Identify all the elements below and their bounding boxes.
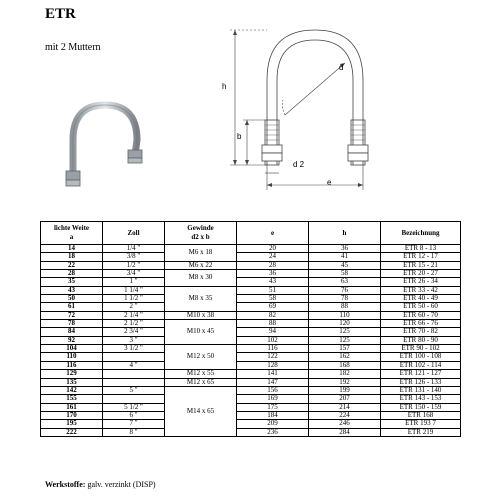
cell-lichte-weite: 170 — [41, 411, 103, 419]
u-bolt-photo — [55, 95, 155, 200]
cell-bezeichnung: ETR 50 - 60 — [381, 303, 461, 311]
cell-gewinde: M8 x 30 — [165, 270, 237, 287]
cell-zoll: 1 " — [103, 278, 165, 286]
header-lichte-weite — [41, 222, 103, 245]
cell-lichte-weite: 195 — [41, 420, 103, 428]
table-row — [41, 370, 461, 378]
cell-bezeichnung: ETR 168 — [381, 411, 461, 419]
cell-lichte-weite: 22 — [41, 261, 103, 269]
table-row — [41, 420, 461, 428]
cell-bezeichnung: ETR 131 - 140 — [381, 386, 461, 394]
table-row — [41, 361, 461, 369]
table-row — [41, 411, 461, 419]
cell-e: 147 — [237, 378, 309, 386]
table-row — [41, 261, 461, 269]
cell-e: 116 — [237, 345, 309, 353]
cell-bezeichnung: ETR 102 - 114 — [381, 361, 461, 369]
cell-lichte-weite: 28 — [41, 270, 103, 278]
cell-h: 182 — [309, 370, 381, 378]
table-row — [41, 270, 461, 278]
cell-h: 110 — [309, 311, 381, 319]
footer-value: galv. verzinkt (DISP) — [87, 480, 156, 489]
cell-gewinde: M8 x 35 — [165, 286, 237, 311]
technical-drawing — [215, 15, 415, 200]
cell-zoll: 3 1/2 " — [103, 345, 165, 353]
cell-e: 122 — [237, 353, 309, 361]
table-row — [41, 253, 461, 261]
product-subtitle: mit 2 Muttern — [45, 42, 101, 53]
cell-e: 128 — [237, 361, 309, 369]
cell-gewinde: M12 x 55 — [165, 370, 237, 378]
cell-h: 63 — [309, 278, 381, 286]
cell-h: 168 — [309, 361, 381, 369]
cell-lichte-weite: 116 — [41, 361, 103, 369]
table-header-row — [41, 222, 461, 245]
cell-lichte-weite: 78 — [41, 320, 103, 328]
cell-lichte-weite: 14 — [41, 245, 103, 253]
cell-zoll: 1 1/2 " — [103, 295, 165, 303]
cell-e: 24 — [237, 253, 309, 261]
spec-table-body — [41, 245, 461, 437]
product-title: ETR — [45, 6, 76, 22]
cell-lichte-weite: 155 — [41, 395, 103, 403]
cell-bezeichnung: ETR 60 - 70 — [381, 311, 461, 319]
cell-lichte-weite: 110 — [41, 353, 103, 361]
cell-zoll: 7 " — [103, 420, 165, 428]
table-row — [41, 386, 461, 394]
cell-zoll — [103, 395, 165, 403]
cell-lichte-weite: 35 — [41, 278, 103, 286]
dimension-e-label: e — [327, 178, 332, 187]
cell-bezeichnung: ETR 150 - 159 — [381, 403, 461, 411]
cell-e: 69 — [237, 303, 309, 311]
table-row — [41, 278, 461, 286]
table-row — [41, 311, 461, 319]
cell-zoll: 2 3/4 " — [103, 328, 165, 336]
cell-bezeichnung: ETR 33 - 42 — [381, 286, 461, 294]
cell-lichte-weite: 161 — [41, 403, 103, 411]
cell-zoll: 1/2 " — [103, 261, 165, 269]
header-bezeichnung: Bezeichnung — [381, 222, 461, 245]
cell-e: 88 — [237, 320, 309, 328]
table-row — [41, 353, 461, 361]
cell-bezeichnung: ETR 121 - 127 — [381, 370, 461, 378]
cell-zoll: 1/4 " — [103, 245, 165, 253]
cell-lichte-weite: 43 — [41, 286, 103, 294]
cell-zoll: 1 1/4 " — [103, 286, 165, 294]
cell-bezeichnung: ETR 66 - 76 — [381, 320, 461, 328]
cell-e: 184 — [237, 411, 309, 419]
header-zoll: Zoll — [103, 222, 165, 245]
cell-h: 41 — [309, 253, 381, 261]
table-row — [41, 295, 461, 303]
cell-gewinde: M10 x 38 — [165, 311, 237, 319]
table-row — [41, 320, 461, 328]
cell-e: 156 — [237, 386, 309, 394]
cell-zoll: 6 " — [103, 411, 165, 419]
table-row — [41, 336, 461, 344]
table-row — [41, 303, 461, 311]
header-a-line2: a — [69, 233, 74, 241]
table-row — [41, 345, 461, 353]
cell-lichte-weite: 142 — [41, 386, 103, 394]
cell-h: 157 — [309, 345, 381, 353]
cell-h: 284 — [309, 428, 381, 436]
cell-zoll: 3/4 " — [103, 270, 165, 278]
dimension-h-label: h — [222, 82, 227, 91]
cell-lichte-weite: 222 — [41, 428, 103, 436]
cell-e: 175 — [237, 403, 309, 411]
cell-h: 120 — [309, 320, 381, 328]
header-e: e — [237, 222, 309, 245]
table-row — [41, 403, 461, 411]
cell-lichte-weite: 104 — [41, 345, 103, 353]
dimension-d2-label: d 2 — [293, 160, 305, 169]
cell-zoll: 4 " — [103, 361, 165, 369]
cell-bezeichnung: ETR 219 — [381, 428, 461, 436]
table-row — [41, 286, 461, 294]
cell-e: 169 — [237, 395, 309, 403]
cell-h: 76 — [309, 286, 381, 294]
header-h: h — [309, 222, 381, 245]
cell-bezeichnung: ETR 126 - 133 — [381, 378, 461, 386]
cell-lichte-weite: 18 — [41, 253, 103, 261]
cell-bezeichnung: ETR 100 - 108 — [381, 353, 461, 361]
dimension-d-label: d — [339, 63, 344, 72]
cell-e: 82 — [237, 311, 309, 319]
cell-bezeichnung: ETR 12 - 17 — [381, 253, 461, 261]
cell-zoll: 5 1/2 " — [103, 403, 165, 411]
cell-bezeichnung: ETR 90 - 102 — [381, 345, 461, 353]
cell-lichte-weite: 135 — [41, 378, 103, 386]
cell-lichte-weite: 129 — [41, 370, 103, 378]
cell-zoll: 5 " — [103, 386, 165, 394]
cell-e: 236 — [237, 428, 309, 436]
table-row — [41, 328, 461, 336]
dimension-b-label: b — [237, 132, 242, 141]
table-row — [41, 428, 461, 436]
cell-h: 45 — [309, 261, 381, 269]
header-gewinde — [165, 222, 237, 245]
cell-h: 125 — [309, 328, 381, 336]
cell-zoll — [103, 370, 165, 378]
cell-lichte-weite: 84 — [41, 328, 103, 336]
cell-h: 78 — [309, 295, 381, 303]
cell-e: 43 — [237, 278, 309, 286]
cell-zoll: 3/8 " — [103, 253, 165, 261]
cell-e: 36 — [237, 270, 309, 278]
table-row — [41, 245, 461, 253]
cell-h: 36 — [309, 245, 381, 253]
footer-label: Werkstoffe: — [45, 480, 86, 489]
cell-bezeichnung: ETR 20 - 27 — [381, 270, 461, 278]
cell-h: 214 — [309, 403, 381, 411]
cell-gewinde: M6 x 18 — [165, 245, 237, 262]
cell-e: 209 — [237, 420, 309, 428]
cell-bezeichnung: ETR 15 - 21 — [381, 261, 461, 269]
cell-lichte-weite: 50 — [41, 295, 103, 303]
cell-gewinde: M10 x 45 — [165, 320, 237, 345]
cell-bezeichnung: ETR 8 - 13 — [381, 245, 461, 253]
cell-bezeichnung: ETR 26 - 34 — [381, 278, 461, 286]
cell-zoll: 2 1/4 " — [103, 311, 165, 319]
cell-h: 192 — [309, 378, 381, 386]
cell-bezeichnung: ETR 193 7 — [381, 420, 461, 428]
table-row — [41, 378, 461, 386]
cell-h: 162 — [309, 353, 381, 361]
cell-h: 88 — [309, 303, 381, 311]
cell-lichte-weite: 92 — [41, 336, 103, 344]
cell-e: 28 — [237, 261, 309, 269]
cell-e: 102 — [237, 336, 309, 344]
cell-e: 58 — [237, 295, 309, 303]
cell-zoll: 3 " — [103, 336, 165, 344]
table-row — [41, 395, 461, 403]
header-gewinde-line2: d2 x b — [191, 233, 210, 241]
cell-bezeichnung: ETR 80 - 90 — [381, 336, 461, 344]
cell-h: 199 — [309, 386, 381, 394]
cell-gewinde: M12 x 50 — [165, 345, 237, 370]
footer-materials — [45, 480, 156, 489]
cell-h: 207 — [309, 395, 381, 403]
header-a-line1: lichte Weite — [53, 224, 90, 232]
cell-gewinde: M14 x 65 — [165, 386, 237, 436]
cell-lichte-weite: 61 — [41, 303, 103, 311]
header-gewinde-line1: Gewinde — [187, 224, 214, 232]
cell-h: 224 — [309, 411, 381, 419]
cell-zoll: 2 1/2 " — [103, 320, 165, 328]
spec-table — [40, 221, 461, 437]
cell-zoll: 2 " — [103, 303, 165, 311]
cell-zoll — [103, 378, 165, 386]
cell-e: 51 — [237, 286, 309, 294]
cell-zoll — [103, 353, 165, 361]
cell-e: 94 — [237, 328, 309, 336]
cell-e: 141 — [237, 370, 309, 378]
cell-bezeichnung: ETR 70 - 82 — [381, 328, 461, 336]
cell-gewinde: M12 x 65 — [165, 378, 237, 386]
cell-h: 246 — [309, 420, 381, 428]
cell-h: 125 — [309, 336, 381, 344]
cell-zoll: 8 " — [103, 428, 165, 436]
cell-e: 20 — [237, 245, 309, 253]
cell-bezeichnung: ETR 40 - 49 — [381, 295, 461, 303]
cell-lichte-weite: 72 — [41, 311, 103, 319]
cell-gewinde: M6 x 22 — [165, 261, 237, 269]
cell-h: 58 — [309, 270, 381, 278]
cell-bezeichnung: ETR 143 - 153 — [381, 395, 461, 403]
